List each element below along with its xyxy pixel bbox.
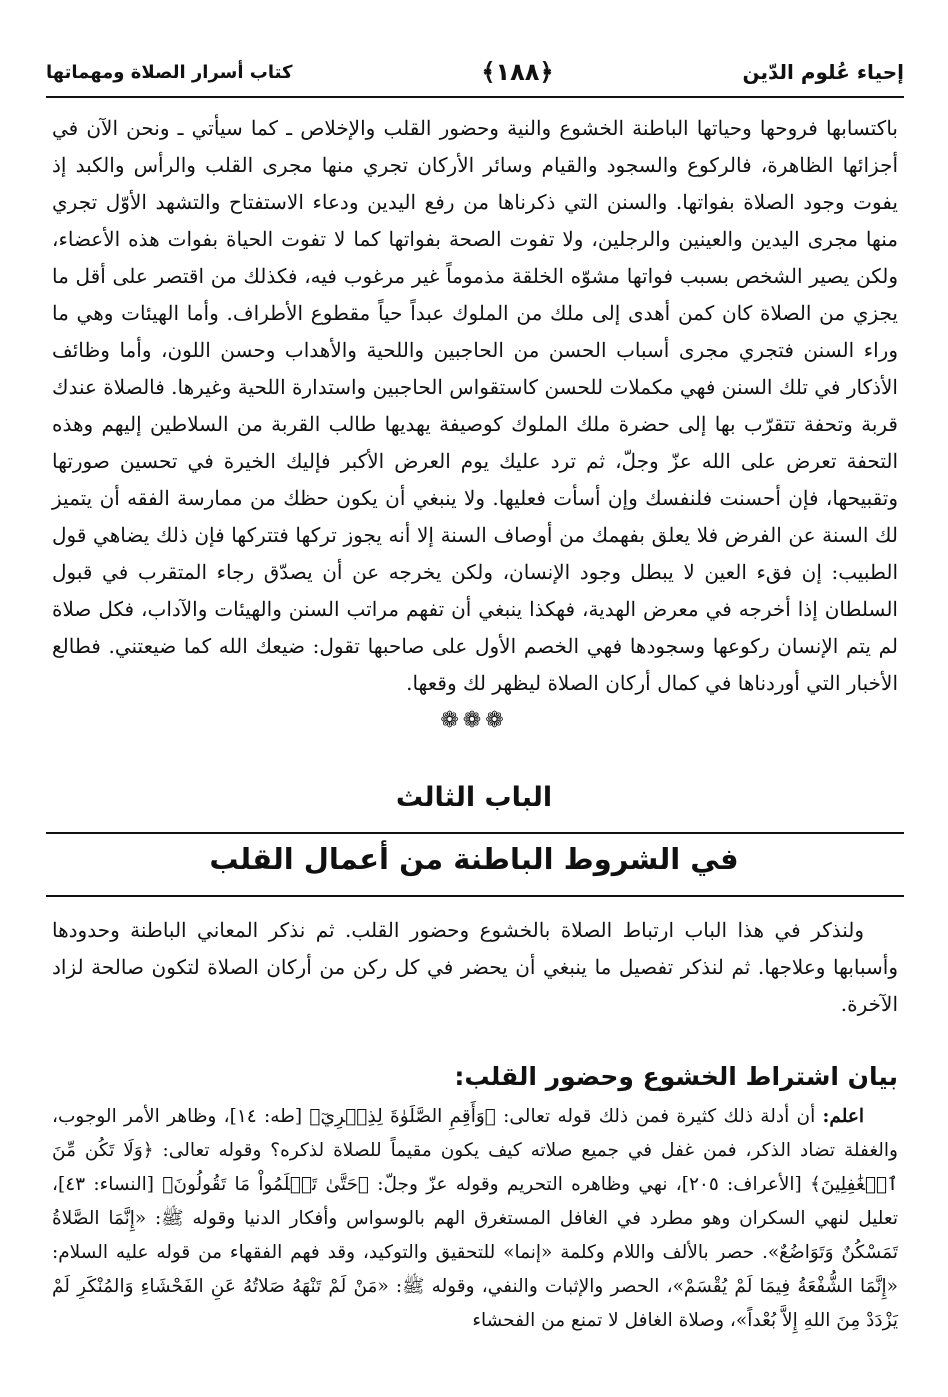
paragraph-chapter-intro: ولنذكر في هذا الباب ارتباط الصلاة بالخشوع وحضور القلب. ثم نذكر المعاني الباطنة وحدودها وأسبابها وعلاجها. ثم لنذكر تفصيل ما ينبغي أن يحضر في كل ركن من أركان الصلاة لتكون صالحة لزاد الآخرة. xyxy=(52,918,898,1016)
paragraph-lead-word: اعلم: xyxy=(822,1106,864,1127)
header-rule xyxy=(46,96,904,98)
chapter-heading: في الشروط الباطنة من أعمال القلب xyxy=(209,842,739,876)
page-header xyxy=(46,52,904,92)
chapter-rule-bottom xyxy=(46,895,904,897)
page-number: ﴿١٨٨﴾ xyxy=(481,58,554,86)
section-heading: بيان اشتراط الخشوع وحضور القلب: xyxy=(454,1062,898,1091)
chapter-rule-top xyxy=(46,832,904,834)
running-chapter-title: كتاب أسرار الصلاة ومهماتها xyxy=(46,61,293,83)
book-title: إحياء عُلوم الدّين xyxy=(742,60,904,84)
paragraph-intro: باكتسابها فروحها وحياتها الباطنة الخشوع والنية وحضور القلب والإخلاص ـ كما سيأتي ـ ونحن الآن في أجزائها الظاهرة، فالركوع والسجود والقيام وسائر الأركان تجري منها مجرى القلب والرأس والكبد إذ يفوت وجود الصلاة بفواتها. والسنن التي ذكرناها من رفع اليدين ودعاء الاستفتاح والتشهد الأوّل تجري منها مجرى اليدين والعينين والرجلين، ولا تفوت الصحة بفواتها كما لا تفوت الحياة بفوات هذه الأعضاء، ولكن يصير الشخص بسبب فواتها مشوّه الخلقة مذموماً غير مرغوب فيه، فكذلك من اقتصر على أقل ما يجزي من الصلاة كان كمن أهدى إلى ملك من الملوك عبداً حياً مقطوع الأطراف. وأما الهيئات وهي ما وراء السنن فتجري مجرى أسباب الحسن من الحاجبين واللحية والأهداب وحسن اللون، وأما وظائف الأذكار في تلك السنن فهي مكملات للحسن كاستقواس الحاجبين واستدارة اللحية وغيرها. فالصلاة عندك قربة وتحفة تتقرّب بها إلى حضرة ملك الملوك كوصيفة يهديها طالب القربة من السلاطين إليهم وهذه التحفة تعرض على الله عزّ وجلّ، ثم ترد عليك يوم العرض الأكبر فإليك الخيرة في تحسين صورتها وتقبيحها، فإن أحسنت فلنفسك وإن أسأت فعليها. ولا ينبغي أن يكون حظك من ممارسة الفقه أن يتميز لك السنة عن الفرض فلا يعلق بفهمك من أوصاف السنة إلا أنه يجوز تركها فتتركها فإن ذلك يضاهي قول الطبيب: إن فقء العين لا يبطل وجود الإنسان، ولكن يخرجه عن أن يصدّق رجاء المتقرب في قبول السلطان إذا أخرجه في معرض الهدية، فهكذا ينبغي أن تفهم مراتب السنن والهيئات والآداب، فكل صلاة لم يتم الإنسان ركوعها وسجودها فهي الخصم الأول على صاحبها تقول: ضيعك الله كما ضيعتني. فطالع الأخبار التي أوردناها في كمال أركان الصلاة ليظهر لك وقعها. xyxy=(52,116,898,695)
section-divider-ornament: ❁❁❁ xyxy=(440,708,508,733)
chapter-number: الباب الثالث xyxy=(395,782,553,813)
paragraph-section-text: أن أدلة ذلك كثيرة فمن ذلك قوله تعالى: ﴿وَأَقِمِ الصَّلَوٰةَ لِذِكۡرِيٓ﴾ [طه: ١٤]، وظاهر الأمر الوجوب، والغفلة تضاد الذكر، فمن غفل في جميع صلاته كيف يكون مقيماً للصلاة لذكره؟ وقوله تعالى: ﴿وَلَا تَكُن مِّنَ ٱلۡغَٰفِلِينَ﴾ [الأعراف: ٢٠٥]، نهي وظاهره التحريم وقوله عزّ وجلّ: ﴿حَتَّىٰ تَعۡلَمُواْ مَا تَقُولُونَ﴾ [النساء: ٤٣]، تعليل لنهي السكران وهو مطرد في الغافل المستغرق الهم بالوسواس وأفكار الدنيا وقوله ﷺ: «إِنَّمَا الصَّلاةُ تَمَسْكُنٌ وَتَوَاضُعٌ». حصر بالألف واللام وكلمة «إنما» للتحقيق والتوكيد، وقد فهم الفقهاء من قوله عليه السلام: «إِنَّمَا الشُّفْعَةُ فِيمَا لَمْ يُقْسَمْ»، الحصر والإثبات والنفي، وقوله ﷺ: «مَنْ لَمْ تَنْهَهُ صَلاتُهُ عَنِ الفَحْشَاءِ وَالمُنْكَرِ لَمْ يَزْدَدْ مِنَ اللهِ إِلاَّ بُعْداً»، وصلاة الغافل لا تمنع من الفحشاء xyxy=(52,1106,898,1331)
paragraph-section xyxy=(52,1100,898,1338)
